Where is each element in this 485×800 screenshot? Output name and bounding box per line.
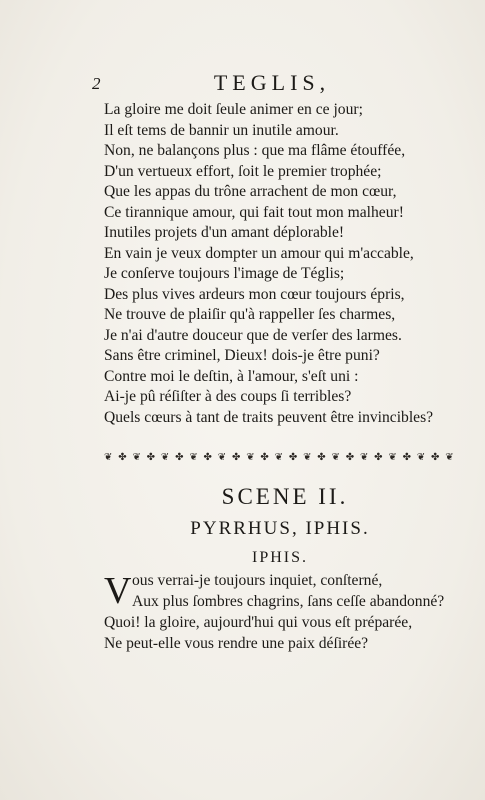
verse-line: Contre moi le deſtin, à l'amour, s'eſt uni : xyxy=(104,367,359,385)
verse-line: Des plus vives ardeurs mon cœur toujours épris, xyxy=(104,285,405,303)
speech-line: Ne peut-elle vous rendre une paix déſirée? xyxy=(104,635,369,652)
scene-heading: SCENE II. xyxy=(221,484,349,509)
speech-line: Aux plus ſombres chagrins, ſans ceſſe abandonné? xyxy=(132,593,445,610)
running-title: TEGLIS, xyxy=(213,70,331,95)
scene-characters: PYRRHUS, IPHIS. xyxy=(190,518,370,539)
page-header xyxy=(92,70,452,100)
speech-line: Quoi! la gloire, aujourd'hui qui vous eſt préparée, xyxy=(104,614,413,631)
speech-block xyxy=(104,570,464,654)
verse-line: En vain je veux dompter un amour qui m'accable, xyxy=(104,244,414,262)
drop-cap: V xyxy=(104,570,132,612)
verse-line: Ne trouve de plaiſir qu'à rappeller ſes charmes, xyxy=(104,306,396,323)
verse-line: Je n'ai d'autre douceur que de verſer des larmes. xyxy=(104,326,402,344)
verse-line: Inutiles projets d'un amant déplorable! xyxy=(104,224,345,241)
verse-line: Ai-je pû réſiſter à des coups ſi terribles? xyxy=(104,388,352,405)
monologue-verse xyxy=(104,100,464,428)
verse-line: Je conſerve toujours l'image de Téglis; xyxy=(104,265,345,282)
verse-line: Non, ne balançons plus : que ma flâme étouffée, xyxy=(104,142,406,159)
verse-line: D'un vertueux effort, ſoit le premier trophée; xyxy=(104,162,382,180)
verse-line: Que les appas du trône arrachent de mon cœur, xyxy=(104,183,397,200)
speech-line: ous verrai-je toujours inquiet, conſterné, xyxy=(132,572,383,589)
verse-line: Ce tirannique amour, qui fait tout mon malheur! xyxy=(104,203,404,221)
verse-line: Sans être criminel, Dieux! dois-je être puni? xyxy=(104,347,380,364)
speaker-name: IPHIS. xyxy=(251,549,308,566)
verse-line: Quels cœurs à tant de traits peuvent être invincibles? xyxy=(104,408,434,426)
verse-line: La gloire me doit ſeule animer en ce jour; xyxy=(104,101,363,118)
verse-line: Il eſt tems de bannir un inutile amour. xyxy=(104,121,339,139)
ornamental-divider: ❦ ✤ ❦ ✤ ❦ ✤ ❦ ✤ ❦ ✤ ❦ ✤ ❦ ✤ ❦ ✤ ❦ ✤ ❦ ✤ ❦ ✤ ❦ ✤ ❦ xyxy=(104,451,454,463)
page-number: 2 xyxy=(92,74,101,93)
